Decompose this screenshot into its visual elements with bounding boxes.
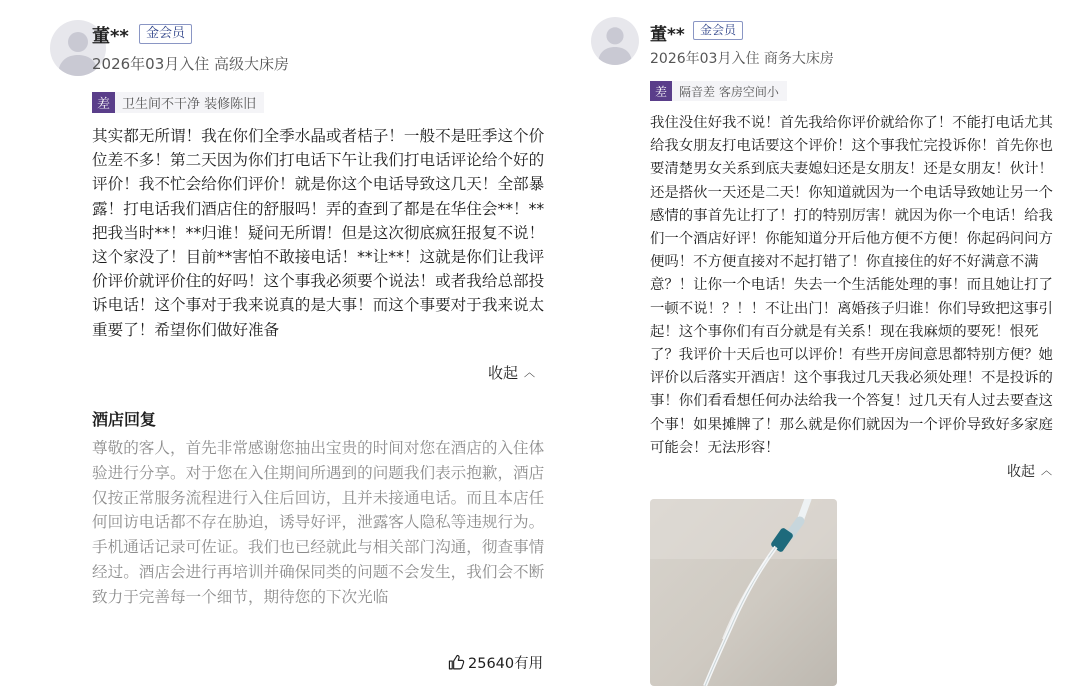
- review-tags: [92, 92, 264, 113]
- tag-labels: 卫生间不干净 装修陈旧: [122, 97, 257, 112]
- rating-tag: 差: [650, 81, 672, 101]
- review-photo[interactable]: [650, 499, 837, 686]
- tag-labels: 隔音差 客房空间小: [679, 84, 779, 99]
- helpful-button[interactable]: [448, 652, 543, 673]
- review-tags: [650, 81, 787, 101]
- helpful-count: 25640有用: [468, 656, 544, 672]
- stay-info: 2026年03月入住 高级大床房: [92, 55, 290, 73]
- hotel-reply-title: 酒店回复: [92, 410, 157, 429]
- user-name: 董**: [92, 26, 129, 47]
- collapse-button[interactable]: [488, 362, 535, 383]
- chevron-up-icon: ︿: [1041, 464, 1052, 477]
- thumbs-up-icon: [448, 654, 465, 671]
- user-name: 董**: [650, 25, 685, 45]
- default-avatar-icon: [591, 17, 639, 65]
- member-badge: 金会员: [693, 21, 743, 40]
- rating-tag: 差: [92, 92, 115, 113]
- user-avatar[interactable]: [591, 17, 639, 65]
- stay-info: 2026年03月入住 商务大床房: [650, 51, 834, 67]
- chevron-up-icon: ︿: [524, 366, 536, 379]
- collapse-label: 收起: [1007, 464, 1035, 480]
- collapse-label: 收起: [488, 364, 519, 382]
- member-badge: 金会员: [139, 24, 192, 44]
- hotel-reply-content: 尊敬的客人，首先非常感谢您抽出宝贵的时间对您在酒店的入住体验进行分享。对于您在入住期间所遇到的问题我们表示抱歉，酒店仅按正常服务流程进行入住后回访，且并未接通电话。而且本店任何回访电话都不存在胁迫，诱导好评，泄露客人隐私等违规行为。手机通话记录可佐证。我们也已经就此与相关部门沟通，彻查事情经过。酒店会进行再培训并确保同类的问题不会发生，我们会不断致力于完善每一个细节，期待您的下次光临: [92, 439, 545, 606]
- review-content: 其实都无所谓！我在你们全季水晶或者桔子！一般不是旺季这个价位差不多！第二天因为你们打电话下午让我们打电话评论给个好的评价！我不忙会给你们评价！就是你这个电话导致这几天！全部暴露！打电话我们酒店住的舒服吗！弄的查到了都是在华住会**！**把我当时**！**归谁！疑问无所谓！但是这次彻底疯狂报复不说！这个家没了！目前**害怕不敢接电话！**让**！这就是你们让我评价评价就评价住的好吗！这个事我必须要个说法！或者我给总部投诉电话！这个事对于我来说真的是大事！而这个事要对于我来说太重要了！希望你们做好准备: [92, 127, 545, 339]
- review-content: 我住没住好我不说！首先我给你评价就给你了！不能打电话尤其给我女朋友打电话要这个评价！这个事我忙完投诉你！首先你也要清楚男女关系到底夫妻媳妇还是女朋友！还是女朋友！伙计！还是搭伙一天还是二天！你知道就因为一个电话导致她让另一个感情的事首先让打了！打的特别厉害！就因为你一个电话！给我们一个酒店好评！你能知道分开后他方便不方便！你起码问问方便吗！不方便直接对不起打错了！你直接住的好不好满意不满意？！让你一个电话！失去一个生活能处理的事！而且她让打了一顿不说！？！！不让出门！离婚孩子归谁！你们导致把这事引起！这个事你们有百分就是有关系！现在我麻烦的要死！恨死了？我评价十天后也可以评价！有些开房间意思都特别方便？她评价以后落实开酒店！这个事我过几天我必须处理！不是投诉的事！你们看看想任何办法给我一个答复！过几天有人过去要查这个事！如果摊牌了！那么就是你们就因为一个评价导致好多家庭可能会！无法形容！: [650, 115, 1053, 456]
- iv-drip-photo: [650, 499, 837, 686]
- collapse-button[interactable]: [1007, 461, 1052, 481]
